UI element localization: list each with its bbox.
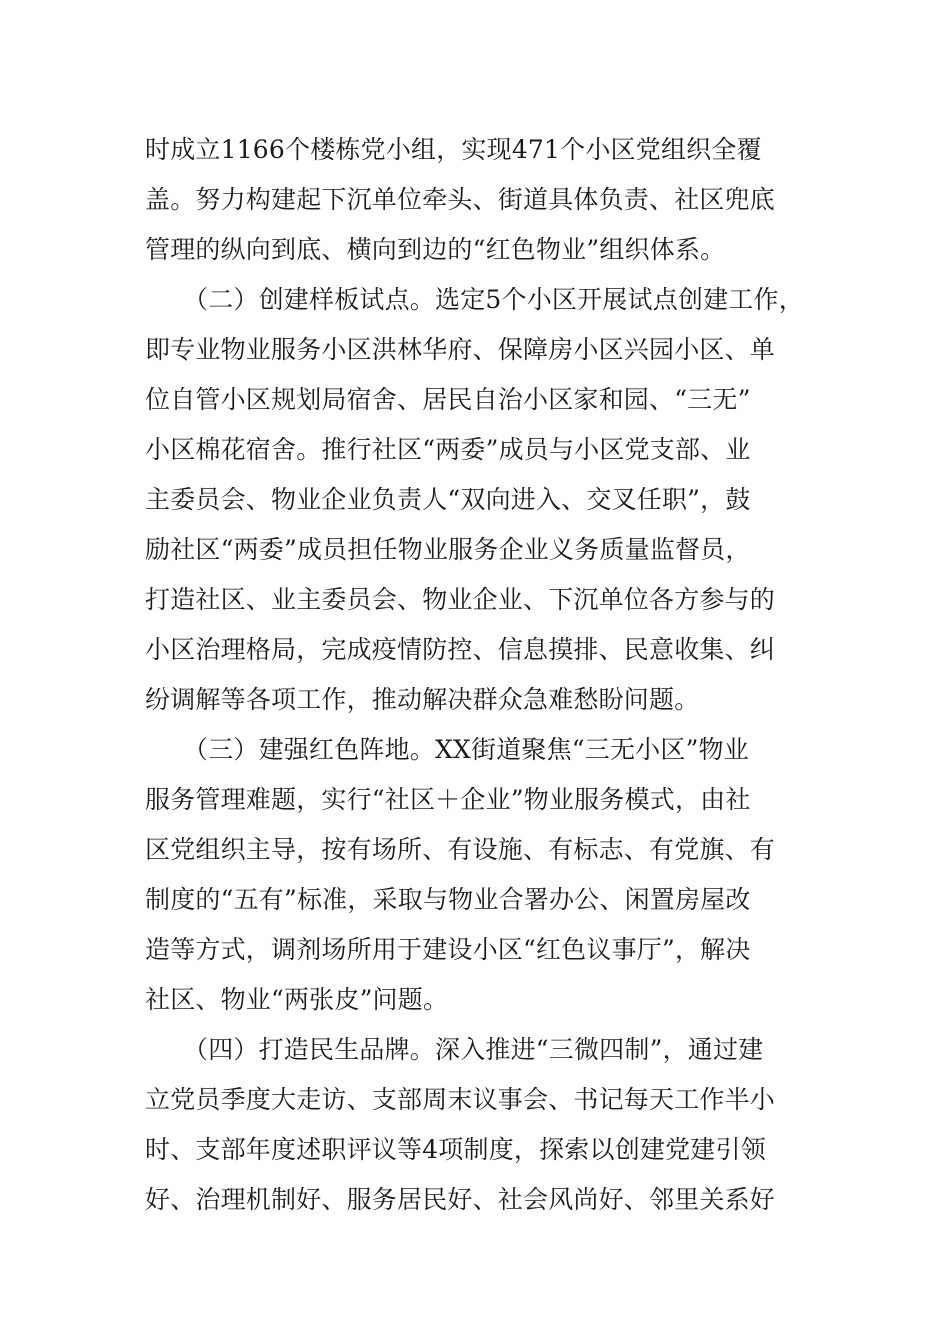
text-line (0, 1075, 950, 1125)
text-line (0, 475, 950, 525)
text-line (0, 925, 950, 975)
text-line (0, 275, 950, 325)
text-line (0, 775, 950, 825)
text-line (0, 1175, 950, 1225)
line-text: 励社区“两委”成员担任物业服务企业义务质量监督员， (145, 535, 751, 564)
line-text: （二）创建样板试点。选定5个小区开展试点创建工作， (183, 285, 804, 314)
line-text: 社区、物业“两张皮”问题。 (145, 985, 449, 1014)
text-line (0, 175, 950, 225)
text-line (0, 625, 950, 675)
text-line (0, 125, 950, 175)
line-text: 小区治理格局，完成疫情防控、信息摸排、民意收集、纠 (145, 635, 776, 664)
line-text: （三）建强红色阵地。XX街道聚焦“三无小区”物业 (183, 735, 749, 764)
line-text: 盖。努力构建起下沉单位牵头、街道具体负责、社区兜底 (145, 185, 776, 214)
text-line (0, 1125, 950, 1175)
line-text: 主委员会、物业企业负责人“双向进入、交叉任职”，鼓 (145, 485, 751, 514)
line-text: 打造社区、业主委员会、物业企业、下沉单位各方参与的 (145, 585, 776, 614)
line-text: 纷调解等各项工作，推动解决群众急难愁盼问题。 (145, 685, 700, 714)
text-line (0, 825, 950, 875)
line-text: 服务管理难题，实行“社区＋企业”物业服务模式，由社 (145, 785, 751, 814)
text-line (0, 225, 950, 275)
line-text: 位自管小区规划局宿舍、居民自治小区家和园、“三无” (145, 385, 751, 414)
text-line (0, 875, 950, 925)
line-text: 区党组织主导，按有场所、有设施、有标志、有党旗、有 (145, 835, 776, 864)
line-text: 时、支部年度述职评议等4项制度，探索以创建党建引领 (145, 1135, 766, 1164)
text-line (0, 675, 950, 725)
text-line (0, 425, 950, 475)
text-line (0, 575, 950, 625)
line-text: 立党员季度大走访、支部周末议事会、书记每天工作半小 (145, 1085, 776, 1114)
line-text: 时成立1166个楼栋党小组，实现471个小区党组织全覆 (145, 135, 762, 164)
line-text: （四）打造民生品牌。深入推进“三微四制”，通过建 (183, 1035, 764, 1064)
text-line (0, 525, 950, 575)
line-text: 好、治理机制好、服务居民好、社会风尚好、邻里关系好 (145, 1185, 776, 1214)
text-line (0, 375, 950, 425)
text-line (0, 725, 950, 775)
line-text: 即专业物业服务小区洪林华府、保障房小区兴园小区、单 (145, 335, 776, 364)
text-line (0, 325, 950, 375)
line-text: 管理的纵向到底、横向到边的“红色物业”组织体系。 (145, 235, 726, 264)
line-text: 小区棉花宿舍。推行社区“两委”成员与小区党支部、业 (145, 435, 751, 464)
text-line (0, 1025, 950, 1075)
line-text: 制度的“五有”标准，采取与物业合署办公、闲置房屋改 (145, 885, 751, 914)
text-line (0, 975, 950, 1025)
line-text: 造等方式，调剂场所用于建设小区“红色议事厅”，解决 (145, 935, 751, 964)
